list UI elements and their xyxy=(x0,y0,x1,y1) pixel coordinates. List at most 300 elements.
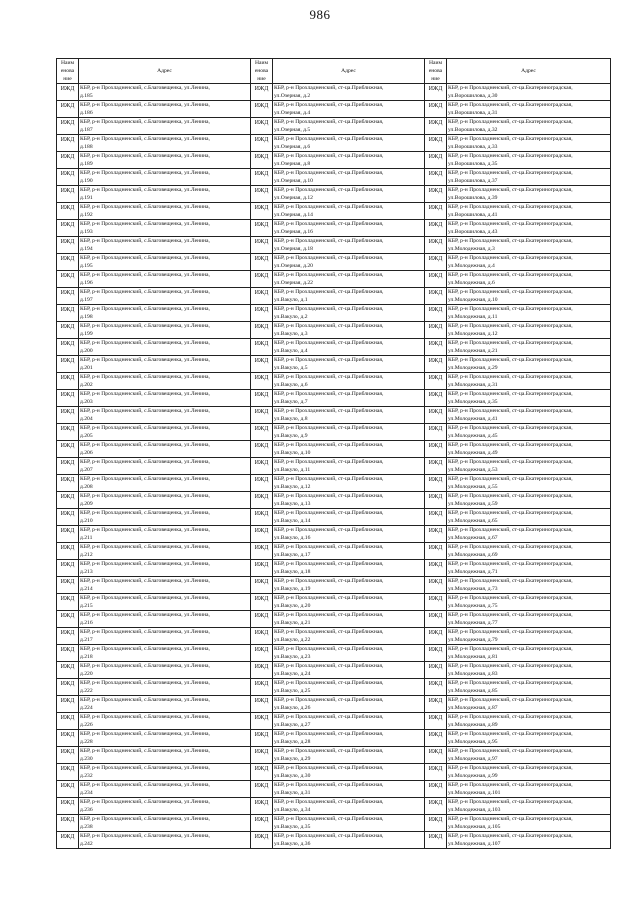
address-cell xyxy=(273,339,425,356)
house-number: д.238 xyxy=(80,824,93,830)
table-row xyxy=(57,543,611,560)
address-line: КБР, р-н Прохладненский, с.Благовещенка, ул.Ленина, xyxy=(80,527,210,533)
address-cell xyxy=(79,322,251,339)
house-number: ул.Молодежная, д.21 xyxy=(448,348,498,354)
object-type-cell: ИЖД xyxy=(425,186,447,203)
house-number: ул.Вакуло, д.26 xyxy=(274,705,311,711)
object-type-cell: ИЖД xyxy=(251,492,273,509)
table-row xyxy=(57,611,611,628)
address-line: КБР, р-н Прохладненский, ст-ца.Приближная, xyxy=(274,306,384,312)
address-cell xyxy=(447,407,611,424)
house-number: ул.Вакуло, д.3 xyxy=(274,331,308,337)
house-number: д.217 xyxy=(80,637,93,643)
header-address-col-2: Адрес xyxy=(273,59,425,84)
object-type-cell: ИЖД xyxy=(57,679,79,696)
table-row xyxy=(57,781,611,798)
address-cell xyxy=(447,662,611,679)
address-cell xyxy=(447,237,611,254)
object-type-cell: ИЖД xyxy=(251,288,273,305)
table-row xyxy=(57,696,611,713)
address-cell xyxy=(447,186,611,203)
object-type-cell: ИЖД xyxy=(425,254,447,271)
address-line: КБР, р-н Прохладненский, с.Благовещенка, ул.Ленина, xyxy=(80,187,210,193)
address-line: КБР, р-н Прохладненский, ст-ца.Приближная, xyxy=(274,442,384,448)
address-line: КБР, р-н Прохладненский, ст-ца.Екатериноградская, xyxy=(448,85,573,91)
house-number: ул.Вакуло, д.28 xyxy=(274,739,311,745)
house-number: д.199 xyxy=(80,331,93,337)
address-cell xyxy=(447,271,611,288)
address-cell xyxy=(273,356,425,373)
house-number: ул.Молодежная, д.103 xyxy=(448,807,501,813)
address-cell xyxy=(79,169,251,186)
table-row xyxy=(57,815,611,832)
address-line: КБР, р-н Прохладненский, ст-ца.Приближная, xyxy=(274,272,384,278)
address-cell xyxy=(273,679,425,696)
house-number: ул.Озерная, д.6 xyxy=(274,144,311,150)
house-number: ул.Вакуло, д.9 xyxy=(274,433,308,439)
address-cell xyxy=(447,594,611,611)
object-type-cell: ИЖД xyxy=(251,526,273,543)
address-cell xyxy=(79,203,251,220)
address-cell xyxy=(273,543,425,560)
object-type-cell: ИЖД xyxy=(57,832,79,849)
house-number: ул.Вакуло, д.14 xyxy=(274,518,311,524)
address-line: КБР, р-н Прохладненский, ст-ца.Екатериноградская, xyxy=(448,595,573,601)
address-line: КБР, р-н Прохладненский, ст-ца.Екатериноградская, xyxy=(448,221,573,227)
object-type-cell: ИЖД xyxy=(251,662,273,679)
house-number: ул.Вакуло, д.6 xyxy=(274,382,308,388)
house-number: д.195 xyxy=(80,263,93,269)
address-cell xyxy=(273,220,425,237)
object-type-cell: ИЖД xyxy=(425,815,447,832)
address-line: КБР, р-н Прохладненский, ст-ца.Приближная, xyxy=(274,374,384,380)
house-number: ул.Озерная, д.5 xyxy=(274,127,311,133)
house-number: ул.Вакуло, д.7 xyxy=(274,399,308,405)
address-cell xyxy=(447,815,611,832)
address-line: КБР, р-н Прохладненский, ст-ца.Приближная, xyxy=(274,170,384,176)
house-number: ул.Молодежная, д.3 xyxy=(448,246,495,252)
house-number: ул.Молодежная, д.6 xyxy=(448,280,495,286)
house-number: д.194 xyxy=(80,246,93,252)
table-row xyxy=(57,322,611,339)
house-number: ул.Озерная, д.18 xyxy=(274,246,313,252)
address-cell xyxy=(79,798,251,815)
table-row xyxy=(57,152,611,169)
address-cell xyxy=(79,84,251,101)
object-type-cell: ИЖД xyxy=(425,594,447,611)
house-number: д.210 xyxy=(80,518,93,524)
object-type-cell: ИЖД xyxy=(425,526,447,543)
address-cell xyxy=(79,594,251,611)
address-line: КБР, р-н Прохладненский, ст-ца.Приближная, xyxy=(274,527,384,533)
address-cell xyxy=(447,356,611,373)
table-row xyxy=(57,271,611,288)
page-number: 986 xyxy=(309,7,331,22)
object-type-cell: ИЖД xyxy=(57,254,79,271)
address-line: КБР, р-н Прохладненский, с.Благовещенка, ул.Ленина, xyxy=(80,612,210,618)
house-number: ул.Озерная, д.8 xyxy=(274,161,311,167)
address-cell xyxy=(447,679,611,696)
address-cell xyxy=(273,628,425,645)
address-line: КБР, р-н Прохладненский, ст-ца.Приближная, xyxy=(274,408,384,414)
table-row xyxy=(57,254,611,271)
object-type-cell: ИЖД xyxy=(57,798,79,815)
address-cell xyxy=(447,288,611,305)
house-number: д.193 xyxy=(80,229,93,235)
object-type-cell: ИЖД xyxy=(425,118,447,135)
table-row xyxy=(57,407,611,424)
house-number: д.185 xyxy=(80,93,93,99)
house-number: д.212 xyxy=(80,552,93,558)
house-number: д.207 xyxy=(80,467,93,473)
house-number: ул.Ворошилова, д.33 xyxy=(448,144,498,150)
address-cell xyxy=(447,781,611,798)
address-cell xyxy=(79,679,251,696)
address-line: КБР, р-н Прохладненский, с.Благовещенка, ул.Ленина, xyxy=(80,306,210,312)
address-line: КБР, р-н Прохладненский, ст-ца.Приближная, xyxy=(274,255,384,261)
house-number: д.206 xyxy=(80,450,93,456)
house-number: ул.Озерная, д.20 xyxy=(274,263,313,269)
house-number: ул.Ворошилова, д.43 xyxy=(448,229,498,235)
address-line: КБР, р-н Прохладненский, ст-ца.Екатериноградская, xyxy=(448,391,573,397)
object-type-cell: ИЖД xyxy=(57,152,79,169)
address-cell xyxy=(273,509,425,526)
house-number: д.228 xyxy=(80,739,93,745)
address-line: КБР, р-н Прохладненский, ст-ца.Екатериноградская, xyxy=(448,663,573,669)
table-row xyxy=(57,458,611,475)
house-number: д.215 xyxy=(80,603,93,609)
address-cell xyxy=(79,781,251,798)
table-row xyxy=(57,441,611,458)
house-number: ул.Озерная, д.4 xyxy=(274,110,311,116)
house-number: ул.Молодежная, д.67 xyxy=(448,535,498,541)
address-line: КБР, р-н Прохладненский, ст-ца.Екатериноградская, xyxy=(448,374,573,380)
house-number: ул.Ворошилова, д.39 xyxy=(448,195,498,201)
house-number: ул.Молодежная, д.71 xyxy=(448,569,498,575)
address-cell xyxy=(447,458,611,475)
object-type-cell: ИЖД xyxy=(425,645,447,662)
address-line: КБР, р-н Прохладненский, с.Благовещенка, ул.Ленина, xyxy=(80,493,210,499)
house-number: ул.Молодежная, д.85 xyxy=(448,688,498,694)
object-type-cell: ИЖД xyxy=(425,220,447,237)
address-line: КБР, р-н Прохладненский, ст-ца.Екатериноградская, xyxy=(448,510,573,516)
address-cell xyxy=(273,169,425,186)
object-type-cell: ИЖД xyxy=(251,186,273,203)
address-line: КБР, р-н Прохладненский, ст-ца.Екатериноградская, xyxy=(448,816,573,822)
address-cell xyxy=(79,713,251,730)
address-cell xyxy=(447,101,611,118)
address-line: КБР, р-н Прохладненский, ст-ца.Екатериноградская, xyxy=(448,136,573,142)
address-line: КБР, р-н Прохладненский, с.Благовещенка, ул.Ленина, xyxy=(80,153,210,159)
object-type-cell: ИЖД xyxy=(251,594,273,611)
address-cell xyxy=(447,339,611,356)
object-type-cell: ИЖД xyxy=(425,832,447,849)
address-cell xyxy=(273,424,425,441)
object-type-cell: ИЖД xyxy=(251,118,273,135)
object-type-cell: ИЖД xyxy=(425,322,447,339)
address-cell xyxy=(447,441,611,458)
address-cell xyxy=(273,492,425,509)
address-cell xyxy=(273,730,425,747)
object-type-cell: ИЖД xyxy=(425,424,447,441)
address-cell xyxy=(447,730,611,747)
object-type-cell: ИЖД xyxy=(425,305,447,322)
address-cell xyxy=(447,135,611,152)
object-type-cell: ИЖД xyxy=(57,815,79,832)
address-line: КБР, р-н Прохладненский, с.Благовещенка, ул.Ленина, xyxy=(80,765,210,771)
house-number: ул.Молодежная, д.73 xyxy=(448,586,498,592)
house-number: д.202 xyxy=(80,382,93,388)
header-name-col-1: Наим енова ние xyxy=(57,59,79,84)
address-line: КБР, р-н Прохладненский, ст-ца.Приближная, xyxy=(274,459,384,465)
house-number: ул.Вакуло, д.30 xyxy=(274,773,311,779)
address-line: КБР, р-н Прохладненский, ст-ца.Приближная, xyxy=(274,357,384,363)
house-number: ул.Ворошилова, д.30 xyxy=(448,93,498,99)
address-line: КБР, р-н Прохладненский, с.Благовещенка, ул.Ленина, xyxy=(80,680,210,686)
address-cell xyxy=(273,84,425,101)
house-number: д.196 xyxy=(80,280,93,286)
address-line: КБР, р-н Прохладненский, с.Благовещенка, ул.Ленина, xyxy=(80,476,210,482)
table-row xyxy=(57,356,611,373)
address-line: КБР, р-н Прохладненский, ст-ца.Екатериноградская, xyxy=(448,493,573,499)
object-type-cell: ИЖД xyxy=(57,220,79,237)
house-number: ул.Озерная, д.16 xyxy=(274,229,313,235)
object-type-cell: ИЖД xyxy=(251,322,273,339)
header-address-col-1: Адрес xyxy=(79,59,251,84)
object-type-cell: ИЖД xyxy=(425,764,447,781)
address-line: КБР, р-н Прохладненский, с.Благовещенка, ул.Ленина, xyxy=(80,697,210,703)
house-number: ул.Вакуло, д.8 xyxy=(274,416,308,422)
house-number: ул.Молодежная, д.101 xyxy=(448,790,501,796)
object-type-cell: ИЖД xyxy=(425,781,447,798)
house-number: ул.Молодежная, д.77 xyxy=(448,620,498,626)
address-line: КБР, р-н Прохладненский, с.Благовещенка, ул.Ленина, xyxy=(80,816,210,822)
table-row xyxy=(57,373,611,390)
house-number: д.214 xyxy=(80,586,93,592)
address-line: КБР, р-н Прохладненский, ст-ца.Екатериноградская, xyxy=(448,340,573,346)
object-type-cell: ИЖД xyxy=(425,713,447,730)
address-cell xyxy=(79,254,251,271)
address-line: КБР, р-н Прохладненский, ст-ца.Екатериноградская, xyxy=(448,170,573,176)
house-number: ул.Вакуло, д.4 xyxy=(274,348,308,354)
house-number: ул.Вакуло, д.24 xyxy=(274,671,311,677)
address-cell xyxy=(79,577,251,594)
table-row xyxy=(57,747,611,764)
object-type-cell: ИЖД xyxy=(57,509,79,526)
table-row xyxy=(57,509,611,526)
house-number: ул.Озерная, д.2 xyxy=(274,93,311,99)
address-line: КБР, р-н Прохладненский, с.Благовещенка, ул.Ленина, xyxy=(80,646,210,652)
house-number: д.232 xyxy=(80,773,93,779)
table-row xyxy=(57,203,611,220)
house-number: д.191 xyxy=(80,195,93,201)
object-type-cell: ИЖД xyxy=(57,577,79,594)
address-line: КБР, р-н Прохладненский, с.Благовещенка, ул.Ленина, xyxy=(80,595,210,601)
house-number: д.230 xyxy=(80,756,93,762)
address-line: КБР, р-н Прохладненский, ст-ца.Приближная, xyxy=(274,340,384,346)
object-type-cell: ИЖД xyxy=(251,475,273,492)
object-type-cell: ИЖД xyxy=(57,628,79,645)
object-type-cell: ИЖД xyxy=(57,305,79,322)
object-type-cell: ИЖД xyxy=(251,798,273,815)
address-cell xyxy=(79,458,251,475)
address-line: КБР, р-н Прохладненский, ст-ца.Екатериноградская, xyxy=(448,765,573,771)
address-line: КБР, р-н Прохладненский, ст-ца.Екатериноградская, xyxy=(448,561,573,567)
object-type-cell: ИЖД xyxy=(251,152,273,169)
house-number: д.222 xyxy=(80,688,93,694)
object-type-cell: ИЖД xyxy=(425,560,447,577)
house-number: ул.Вакуло, д.5 xyxy=(274,365,308,371)
house-number: ул.Молодежная, д.69 xyxy=(448,552,498,558)
address-cell xyxy=(79,628,251,645)
address-line: КБР, р-н Прохладненский, ст-ца.Приближная, xyxy=(274,493,384,499)
house-number: д.198 xyxy=(80,314,93,320)
address-line: КБР, р-н Прохладненский, с.Благовещенка, ул.Ленина, xyxy=(80,289,210,295)
address-cell xyxy=(79,407,251,424)
address-line: КБР, р-н Прохладненский, ст-ца.Екатериноградская, xyxy=(448,731,573,737)
object-type-cell: ИЖД xyxy=(251,611,273,628)
address-line: КБР, р-н Прохладненский, ст-ца.Приближная, xyxy=(274,204,384,210)
house-number: д.208 xyxy=(80,484,93,490)
address-cell xyxy=(273,645,425,662)
object-type-cell: ИЖД xyxy=(57,747,79,764)
table-row xyxy=(57,305,611,322)
object-type-cell: ИЖД xyxy=(57,322,79,339)
object-type-cell: ИЖД xyxy=(57,560,79,577)
house-number: ул.Вакуло, д.17 xyxy=(274,552,311,558)
address-cell xyxy=(79,696,251,713)
address-line: КБР, р-н Прохладненский, ст-ца.Екатериноградская, xyxy=(448,425,573,431)
object-type-cell: ИЖД xyxy=(57,713,79,730)
table-row xyxy=(57,526,611,543)
address-cell xyxy=(447,169,611,186)
object-type-cell: ИЖД xyxy=(251,407,273,424)
address-line: КБР, р-н Прохладненский, ст-ца.Екатериноградская, xyxy=(448,357,573,363)
header-address-col-3: Адрес xyxy=(447,59,611,84)
address-line: КБР, р-н Прохладненский, ст-ца.Приближная, xyxy=(274,765,384,771)
house-number: ул.Озерная, д.22 xyxy=(274,280,313,286)
house-number: д.200 xyxy=(80,348,93,354)
house-number: ул.Молодежная, д.49 xyxy=(448,450,498,456)
object-type-cell: ИЖД xyxy=(425,679,447,696)
address-line: КБР, р-н Прохладненский, ст-ца.Приближная, xyxy=(274,799,384,805)
address-line: КБР, р-н Прохладненский, с.Благовещенка, ул.Ленина, xyxy=(80,221,210,227)
object-type-cell: ИЖД xyxy=(425,271,447,288)
house-number: ул.Молодежная, д.53 xyxy=(448,467,498,473)
house-number: д.218 xyxy=(80,654,93,660)
address-line: КБР, р-н Прохладненский, ст-ца.Екатериноградская, xyxy=(448,680,573,686)
house-number: ул.Вакуло, д.23 xyxy=(274,654,311,660)
address-cell xyxy=(79,832,251,849)
object-type-cell: ИЖД xyxy=(251,832,273,849)
address-line: КБР, р-н Прохладненский, с.Благовещенка, ул.Ленина, xyxy=(80,578,210,584)
house-number: ул.Молодежная, д.105 xyxy=(448,824,501,830)
address-line: КБР, р-н Прохладненский, ст-ца.Приближная, xyxy=(274,748,384,754)
address-line: КБР, р-н Прохладненский, ст-ца.Екатериноградская, xyxy=(448,459,573,465)
table-row xyxy=(57,424,611,441)
house-number: д.189 xyxy=(80,161,93,167)
object-type-cell: ИЖД xyxy=(251,696,273,713)
address-line: КБР, р-н Прохладненский, ст-ца.Приближная, xyxy=(274,782,384,788)
address-line: КБР, р-н Прохладненский, с.Благовещенка, ул.Ленина, xyxy=(80,272,210,278)
object-type-cell: ИЖД xyxy=(251,254,273,271)
object-type-cell: ИЖД xyxy=(57,390,79,407)
object-type-cell: ИЖД xyxy=(251,424,273,441)
address-cell xyxy=(79,526,251,543)
address-cell xyxy=(79,560,251,577)
address-line: КБР, р-н Прохладненский, с.Благовещенка, ул.Ленина, xyxy=(80,782,210,788)
address-line: КБР, р-н Прохладненский, с.Благовещенка, ул.Ленина, xyxy=(80,663,210,669)
house-number: ул.Молодежная, д.81 xyxy=(448,654,498,660)
table-row xyxy=(57,84,611,101)
house-number: ул.Молодежная, д.89 xyxy=(448,722,498,728)
object-type-cell: ИЖД xyxy=(57,526,79,543)
house-number: ул.Вакуло, д.31 xyxy=(274,790,311,796)
address-cell xyxy=(273,322,425,339)
object-type-cell: ИЖД xyxy=(251,84,273,101)
address-cell xyxy=(79,135,251,152)
address-cell xyxy=(79,237,251,254)
object-type-cell: ИЖД xyxy=(57,84,79,101)
address-cell xyxy=(79,509,251,526)
address-cell xyxy=(447,560,611,577)
object-type-cell: ИЖД xyxy=(251,747,273,764)
house-number: ул.Ворошилова, д.41 xyxy=(448,212,498,218)
house-number: ул.Вакуло, д.13 xyxy=(274,501,311,507)
address-cell xyxy=(79,305,251,322)
address-cell xyxy=(273,203,425,220)
address-line: КБР, р-н Прохладненский, с.Благовещенка, ул.Ленина, xyxy=(80,204,210,210)
table-row xyxy=(57,492,611,509)
address-cell xyxy=(447,543,611,560)
address-cell xyxy=(79,764,251,781)
address-cell xyxy=(273,577,425,594)
object-type-cell: ИЖД xyxy=(425,356,447,373)
object-type-cell: ИЖД xyxy=(425,611,447,628)
table-row xyxy=(57,832,611,849)
house-number: ул.Вакуло, д.1 xyxy=(274,297,308,303)
object-type-cell: ИЖД xyxy=(425,509,447,526)
table-row xyxy=(57,475,611,492)
house-number: ул.Молодежная, д.99 xyxy=(448,773,498,779)
object-type-cell: ИЖД xyxy=(251,764,273,781)
object-type-cell: ИЖД xyxy=(57,441,79,458)
address-line: КБР, р-н Прохладненский, с.Благовещенка, ул.Ленина, xyxy=(80,170,210,176)
address-line: КБР, р-н Прохладненский, ст-ца.Екатериноградская, xyxy=(448,612,573,618)
address-cell xyxy=(447,628,611,645)
address-line: КБР, р-н Прохладненский, ст-ца.Екатериноградская, xyxy=(448,289,573,295)
address-line: КБР, р-н Прохладненский, с.Благовещенка, ул.Ленина, xyxy=(80,136,210,142)
object-type-cell: ИЖД xyxy=(57,492,79,509)
table-row xyxy=(57,798,611,815)
address-line: КБР, р-н Прохладненский, ст-ца.Екатериноградская, xyxy=(448,714,573,720)
address-cell xyxy=(447,84,611,101)
address-line: КБР, р-н Прохладненский, ст-ца.Приближная, xyxy=(274,102,384,108)
address-line: КБР, р-н Прохладненский, с.Благовещенка, ул.Ленина, xyxy=(80,357,210,363)
object-type-cell: ИЖД xyxy=(57,645,79,662)
object-type-cell: ИЖД xyxy=(425,696,447,713)
house-number: ул.Вакуло, д.18 xyxy=(274,569,311,575)
house-number: ул.Вакуло, д.12 xyxy=(274,484,311,490)
address-cell xyxy=(79,288,251,305)
address-cell xyxy=(447,713,611,730)
object-type-cell: ИЖД xyxy=(251,560,273,577)
object-type-cell: ИЖД xyxy=(57,169,79,186)
address-cell xyxy=(447,492,611,509)
address-line: КБР, р-н Прохладненский, ст-ца.Приближная, xyxy=(274,187,384,193)
address-line: КБР, р-н Прохладненский, ст-ца.Приближная, xyxy=(274,425,384,431)
house-number: д.188 xyxy=(80,144,93,150)
